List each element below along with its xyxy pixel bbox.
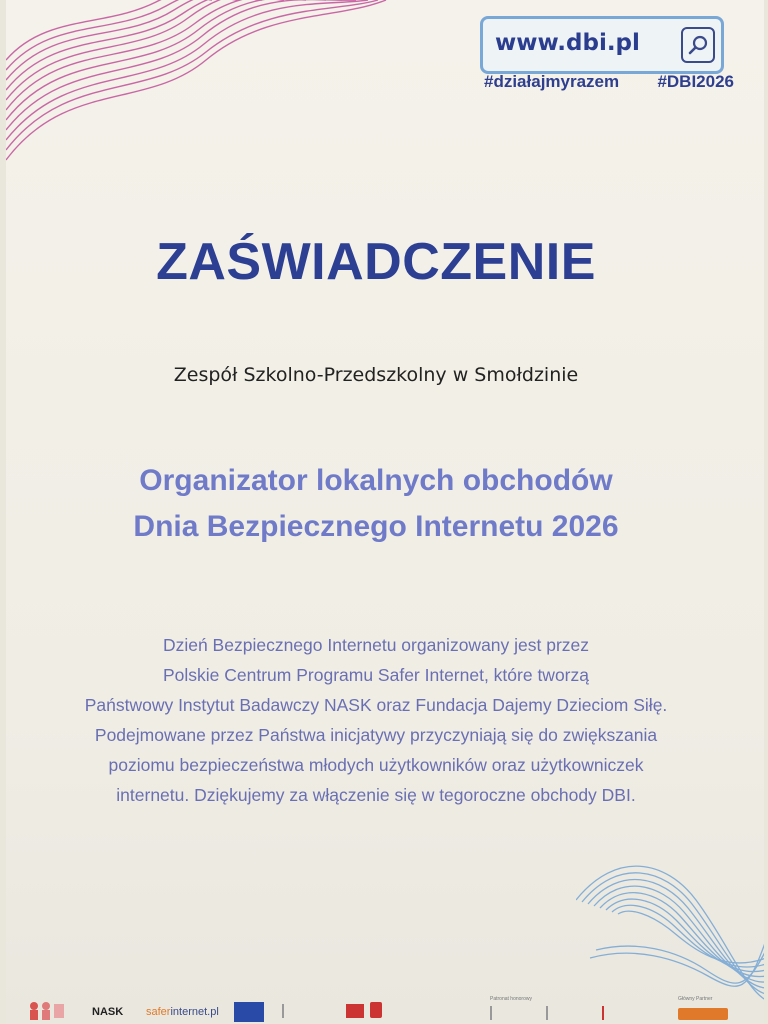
hashtag-dzialajmyrazem: #działajmyrazem — [484, 72, 620, 91]
body-line: poziomu bezpieczeństwa młodych użytkowników oraz użytkowniczek — [108, 755, 644, 775]
saferinternet-logo-prefix: safer — [146, 1006, 171, 1018]
fdds-logo — [26, 1000, 66, 1022]
recipient-name: Zespół Szkolno-Przedszkolny w Smołdzinie — [173, 364, 579, 386]
sponsor-logos-bar — [6, 996, 764, 1024]
hashtags — [484, 72, 734, 92]
saferinternet-logo — [146, 1006, 219, 1018]
patronat-label: Patronat honorowy — [490, 996, 532, 1002]
certificate-page — [6, 0, 764, 1024]
url-search-box — [480, 16, 724, 74]
hashtag-dbi2026: #DBI2026 — [657, 72, 734, 91]
search-icon — [681, 27, 715, 63]
patron-logo-3 — [602, 1006, 634, 1020]
patron-logo-1 — [490, 1006, 522, 1020]
body-line: internetu. Dziękujemy za włączenie się w tegoroczne obchody DBI. — [116, 785, 636, 805]
certificate-subtitle — [6, 458, 746, 550]
subtitle-line: Dnia Bezpiecznego Internetu 2026 — [133, 510, 619, 543]
project-logo — [346, 1004, 364, 1018]
subtitle-line: Organizator lokalnych obchodów — [139, 464, 613, 497]
saferinternet-logo-suffix: internet.pl — [170, 1006, 219, 1018]
body-line: Podejmowane przez Państwa inicjatywy przyczyniają się do zwiększania — [94, 725, 658, 745]
certificate-body — [36, 630, 716, 810]
body-line: Państwowy Instytut Badawczy NASK oraz Fundacja Dajemy Dzieciom Siłę. — [84, 695, 668, 715]
wave-lines-decoration-bottom — [576, 840, 764, 1010]
body-line: Polskie Centrum Programu Safer Internet, które tworzą — [162, 665, 589, 685]
eu-flag-logo — [234, 1002, 264, 1022]
url-text: www.dbi.pl — [495, 30, 640, 56]
partner-label: Główny Partner — [678, 996, 713, 1002]
nask-logo: NASK — [92, 1006, 124, 1018]
body-line: Dzień Bezpiecznego Internetu organizowany jest przez — [162, 635, 590, 655]
patron-logo-2 — [546, 1006, 578, 1020]
partner-logo — [678, 1008, 728, 1020]
wave-lines-decoration-top — [6, 0, 406, 170]
emblem-logo — [370, 1002, 382, 1018]
ministry-logo — [282, 1004, 324, 1018]
certificate-title: ZAŚWIADCZENIE — [156, 233, 596, 291]
